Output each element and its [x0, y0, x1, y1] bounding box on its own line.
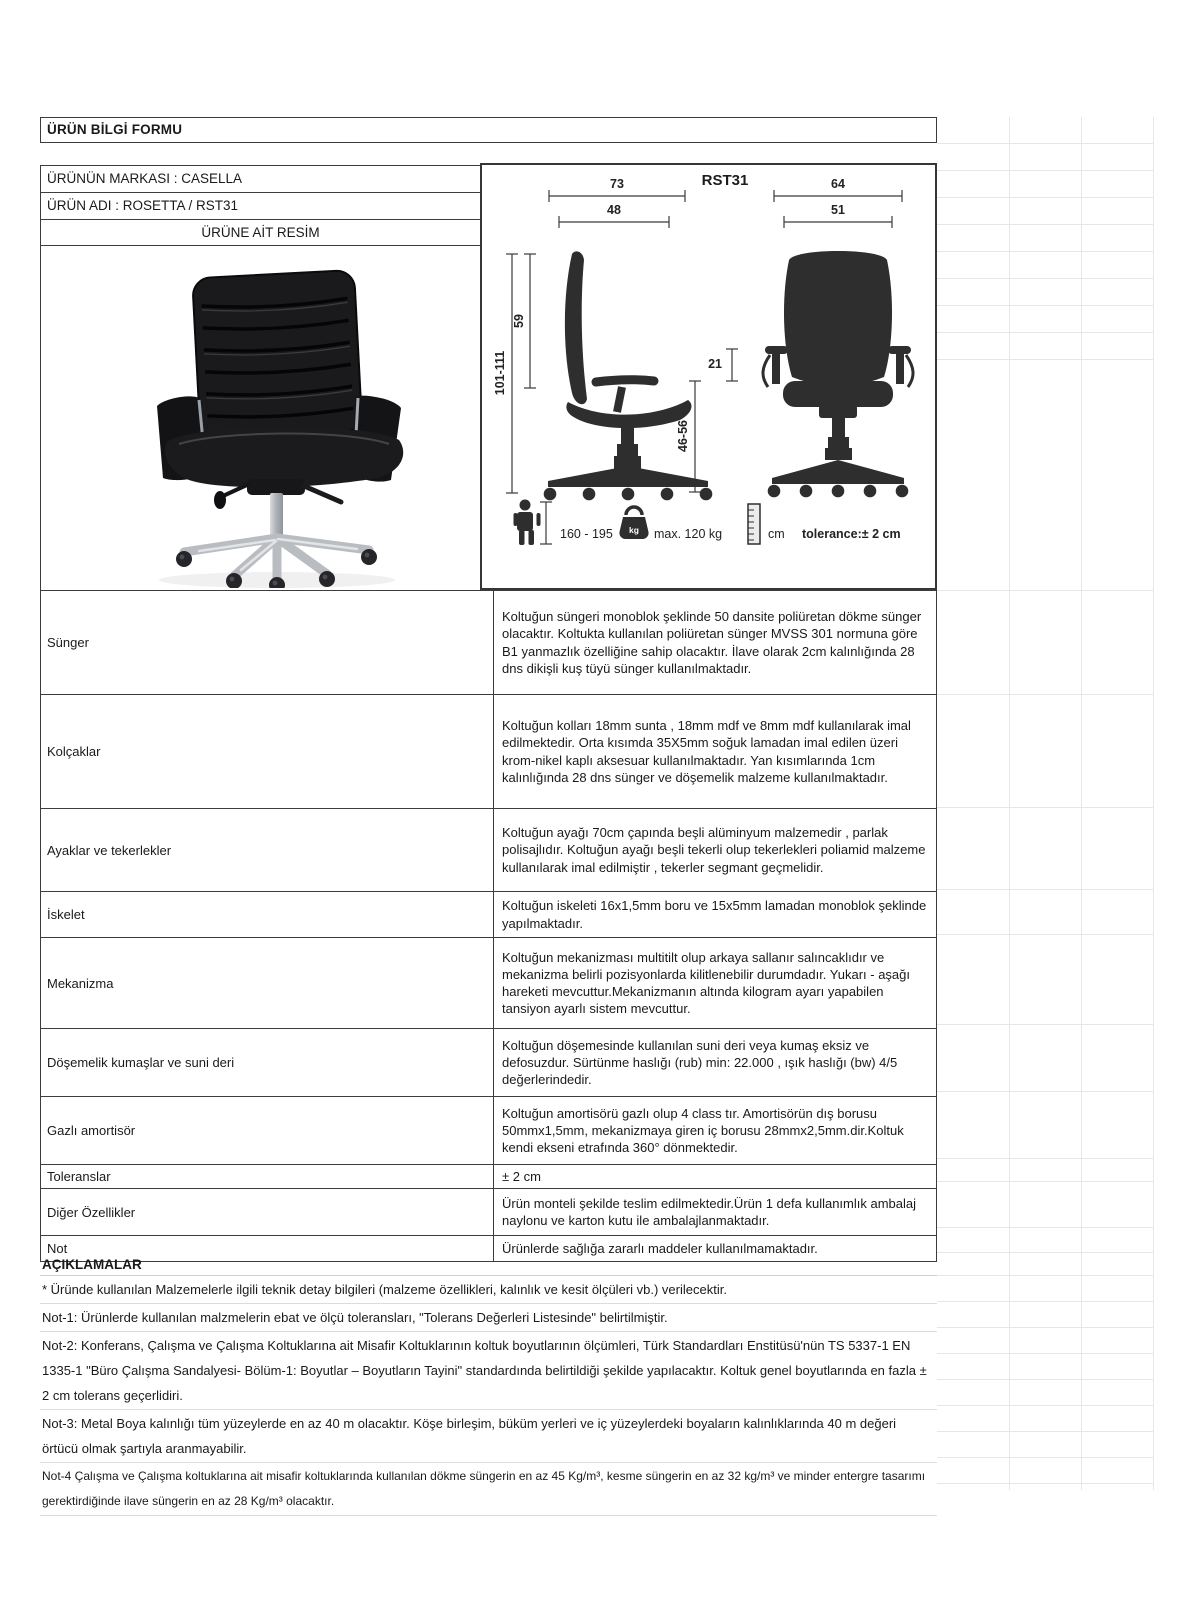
table-row	[41, 1164, 936, 1188]
page-title: ÜRÜN BİLGİ FORMU	[40, 117, 937, 143]
person-icon	[514, 500, 541, 546]
spec-text: Ürün monteli şekilde teslim edilmektedir.Ürün 1 defa kullanımlık ambalaj naylonu ve karton kutu ile ambalajlanmaktadır.	[502, 1195, 917, 1228]
spec-text: Koltuğun döşemesinde kullanılan suni deri veya kumaş eksiz ve defosuzdur. Sürtünme haslığı (rub) min: 22.000 , ışık haslığı (bw) 4/5 değerlerindedir.	[502, 1037, 898, 1088]
svg-text:59: 59	[512, 314, 526, 328]
image-section-label: ÜRÜNE AİT RESİM	[40, 219, 481, 246]
spec-text: Koltuğun süngeri monoblok şeklinde 50 dansite poliüretan dökme sünger olacaktır. Koltukta kullanılan poliüretan sünger MVSS 301 normuna göre B1 yanmazlık özelliğine sahip olacaktır. İlave olarak 2cm kalınlığında 28 dns dikişli kuş tüyü sünger kullanılmaktadır.	[502, 609, 922, 676]
spec-text: Koltuğun mekanizması multitilt olup arkaya sallanır salıncaklıdır ve mekanizma belirli pozisyonlarda kilitlenebilir durumdadır. Yukarı - aşağı hareketi mevcuttur.Mekanizmanın altında kilogram ayarı yapabilen tansiyon ayarlı sistem mevcuttur.	[502, 949, 911, 1017]
svg-text:64: 64	[831, 177, 845, 191]
note-item: Not-3: Metal Boya kalınlığı tüm yüzeylerde en az 40 m olacaktır. Köşe birleşim, büküm yerleri ve iç yüzeylerdeki boyaların kalınlıklarında 40 m değeri örtücü olmak şartıyla aranmayabilir.	[40, 1410, 937, 1463]
table-row	[41, 591, 936, 694]
spec-text: Ürünlerde sağlığa zararlı maddeler kullanılmamaktadır.	[502, 1240, 818, 1256]
table-row	[41, 1028, 936, 1096]
svg-text:48: 48	[607, 203, 621, 217]
dim-front-overall-width	[774, 177, 902, 202]
height-measure-line	[540, 502, 552, 544]
chair-seat	[165, 427, 403, 488]
table-row	[41, 808, 936, 891]
dim-back-height	[512, 254, 536, 388]
dim-seat-height	[676, 381, 701, 492]
spec-label: Döşemelik kumaşlar ve suni deri	[41, 1029, 494, 1096]
table-row	[41, 937, 936, 1028]
table-row	[41, 1188, 936, 1235]
chair-side-drawing	[544, 251, 713, 500]
dimension-drawing	[482, 165, 935, 588]
tolerance-label: tolerance:± 2 cm	[802, 527, 901, 541]
spec-label: Gazlı amortisör	[41, 1097, 494, 1164]
spec-text: Koltuğun kolları 18mm sunta , 18mm mdf ve 8mm mdf kullanılarak imal edilmektedir. Orta kısımda 35X5mm soğuk lamadan imal edilen üzeri krom-nikel kaplı aksesuar kullanılmaktadır. Yan kısımlarında 1cm kalınlığında 28 dns sünger ve döşemelik malzeme kullanılmaktadır.	[502, 718, 911, 785]
dim-front-seat-width	[784, 203, 892, 228]
model-label: RST31	[701, 172, 749, 189]
dim-side-seat-depth	[559, 203, 669, 228]
svg-text:73: 73	[610, 177, 624, 191]
ruler-icon	[748, 504, 760, 544]
spec-label: Toleranslar	[41, 1165, 494, 1188]
spec-label: Ayaklar ve tekerlekler	[41, 809, 494, 891]
table-row	[41, 694, 936, 808]
spec-label: Mekanizma	[41, 938, 494, 1028]
spec-text: Koltuğun ayağı 70cm çapında beşli alüminyum malzemedir , parlak polisajlıdır. Koltuğun ayağı beşli tekerli olup tekerlekleri poliamid malzeme kullanılarak imal edilmiştir , tekerler segmant geçmelidir.	[502, 825, 926, 875]
spec-label: Kolçaklar	[41, 695, 494, 808]
note-item: Not-2: Konferans, Çalışma ve Çalışma Koltuklarına ait Misafir Koltuklarının koltuk boyutlarının ölçümleri, Türk Standardları Enstitüsü'nün TS 5337-1 EN 1335-1 "Büro Çalışma Sandalyesi- Bölüm-1: Boyutlar – Boyutların Tayini" standardında belirtildiği şekilde yapılacaktır. Koltuk genel boyutlarında en fazla ± 2 cm tolerans geçerlidiri.	[40, 1332, 937, 1410]
notes-heading: AÇIKLAMALAR	[40, 1253, 937, 1276]
svg-text:51: 51	[831, 203, 845, 217]
chair-front-drawing	[763, 251, 913, 497]
brand-row: ÜRÜNÜN MARKASI : CASELLA	[40, 165, 481, 193]
spec-label: Diğer Özellikler	[41, 1189, 494, 1235]
dim-overall-height	[493, 254, 518, 493]
max-weight-label: max. 120 kg	[654, 527, 723, 541]
spec-text: Koltuğun iskeleti 16x1,5mm boru ve 15x5mm lamadan monoblok şeklinde yapılmaktadır.	[502, 898, 927, 931]
spec-text: ± 2 cm	[502, 1168, 541, 1184]
dim-armrest-height	[708, 349, 738, 381]
technical-drawing-box	[480, 163, 937, 590]
spec-label: Not	[41, 1236, 494, 1261]
chair-photo	[99, 248, 449, 588]
note-item: * Üründe kullanılan Malzemelerle ilgili teknik detay bilgileri (malzeme özellikleri, kalınlık ve kesit ölçüleri vb.) verilecektir.	[40, 1276, 937, 1304]
spec-label: İskelet	[41, 892, 494, 937]
svg-text:21: 21	[708, 357, 722, 371]
spec-table	[40, 590, 937, 1262]
product-name-row: ÜRÜN ADI : ROSETTA / RST31	[40, 192, 481, 220]
spec-label: Sünger	[41, 591, 494, 694]
spec-text: Koltuğun amortisörü gazlı olup 4 class tır. Amortisörün dış borusu 50mmx1,5mm, mekanizmaya giren iç borusu 28mmx2,5mm.dir.Koltuk kendi ekseni etrafında 360° dönmektedir.	[502, 1105, 904, 1156]
table-row	[41, 1096, 936, 1164]
svg-text:kg: kg	[629, 525, 639, 535]
dim-side-overall-width	[549, 177, 685, 202]
table-row	[41, 891, 936, 937]
user-height-label: 160 - 195	[560, 527, 613, 541]
note-item: Not-4 Çalışma ve Çalışma koltuklarına ait misafir koltuklarında kullanılan dökme süngerin en az 45 Kg/m³, kesme süngerin en az 32 kg/m³ ve minder entergre tasarımı gerektirdiğinde ilave süngerin en az 28 Kg/m³ olacaktır.	[40, 1463, 937, 1516]
svg-text:101-111: 101-111	[493, 350, 507, 396]
notes-section	[40, 1253, 937, 1516]
chair-base	[176, 479, 377, 588]
weight-icon	[619, 507, 648, 539]
svg-text:46-56: 46-56	[676, 420, 690, 452]
unit-label: cm	[768, 527, 785, 541]
note-item: Not-1: Ürünlerde kullanılan malzmelerin ebat ve ölçü toleransları, "Tolerans Değerleri Listesinde" belirtilmiştir.	[40, 1304, 937, 1332]
product-photo-cell	[40, 246, 481, 590]
